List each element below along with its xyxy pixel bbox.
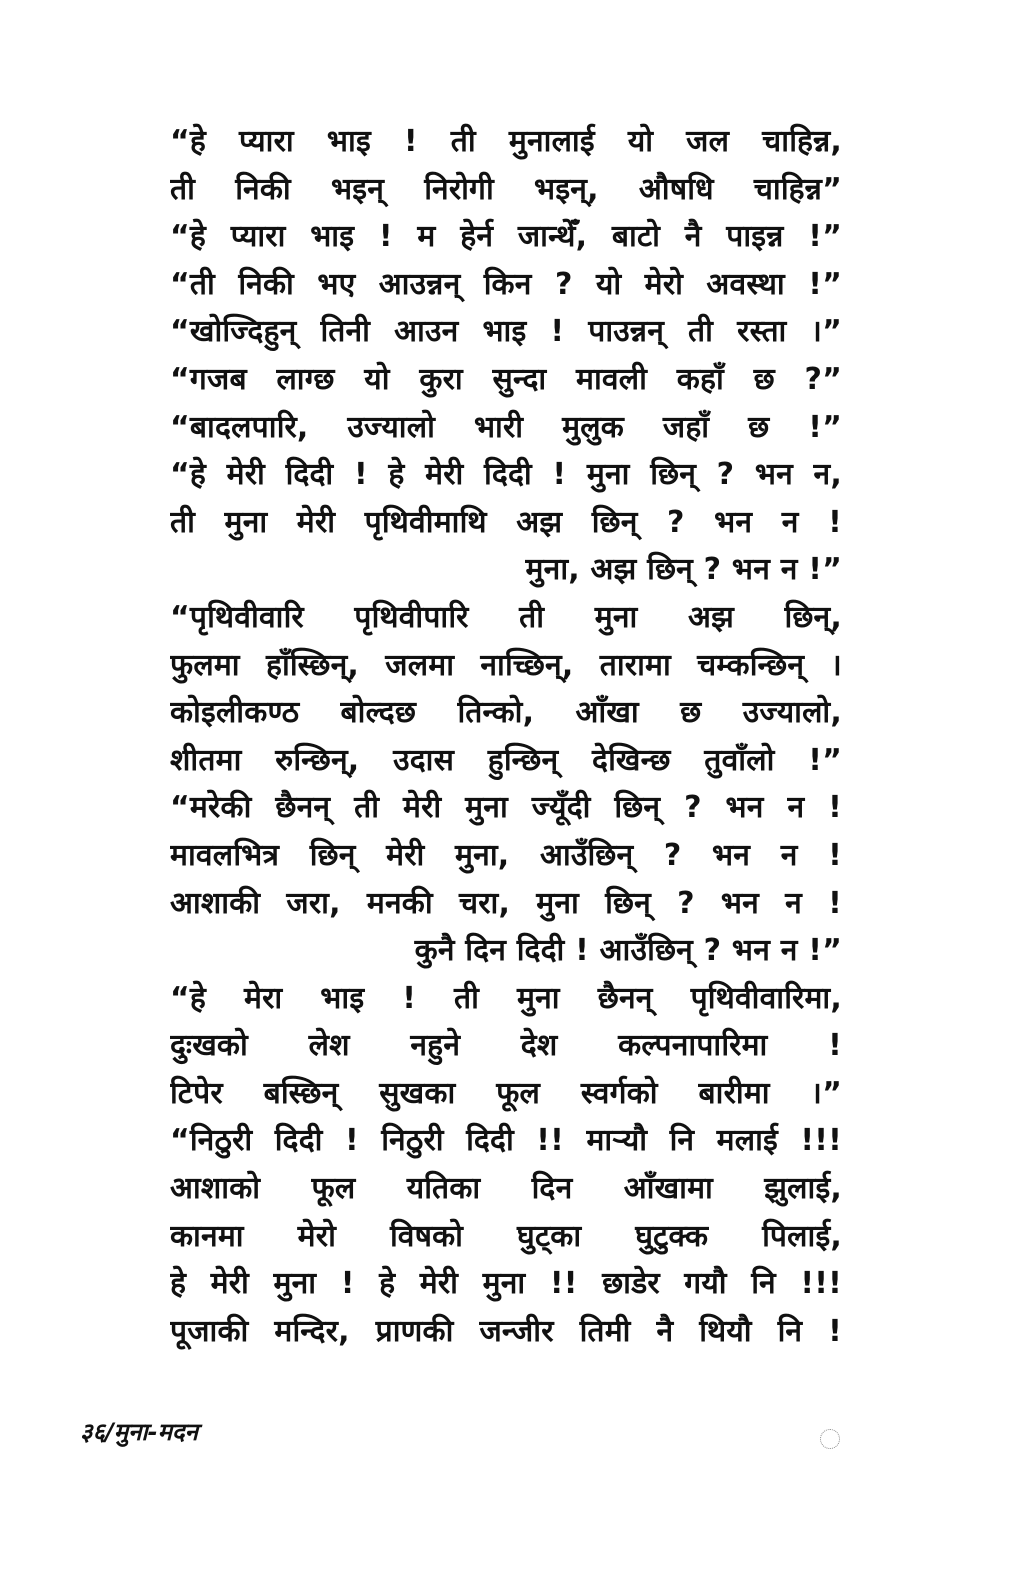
poem-body xyxy=(170,118,842,1355)
page-number-title: ३६/मुना-मदन xyxy=(80,1418,198,1446)
poem-line: “हे प्यारा भाइ ! ती मुनालाई यो जल चाहिन्न, xyxy=(170,124,842,159)
poem-line: “मरेकी छैनन् ती मेरी मुना ज्यूँदी छिन् ? भन न ! xyxy=(170,790,842,826)
poem-line: “हे प्यारा भाइ ! म हेर्न जान्थेँ, बाटो नै पाइन्न !” xyxy=(170,219,842,255)
poem-line: “हे मेरी दिदी ! हे मेरी दिदी ! मुना छिन् ? भन न, xyxy=(170,457,842,493)
poem-line: कुनै दिन दिदी ! आउँछिन् ? भन न !” xyxy=(414,933,842,969)
poem-line: मुना, अझ छिन् ? भन न !” xyxy=(525,552,842,588)
poem-line: फुलमा हाँस्छिन्, जलमा नाच्छिन्, तारामा चम्कन्छिन् । xyxy=(170,647,842,683)
poem-line: हे मेरी मुना ! हे मेरी मुना !! छाडेर गयौ नि !!! xyxy=(170,1266,842,1302)
poem-line: “निठुरी दिदी ! निठुरी दिदी !! मार्‍यौ नि मलाई !!! xyxy=(170,1123,842,1159)
poem-line: पूजाकी मन्दिर, प्राणकी जन्जीर तिमी नै थियौ नि ! xyxy=(170,1313,842,1349)
poem-line: कोइलीकण्ठ बोल्दछ तिन्को, आँखा छ उज्यालो, xyxy=(170,695,842,731)
poem-line: “पृथिवीवारि पृथिवीपारि ती मुना अझ छिन्, xyxy=(170,599,842,635)
poem-line: “बादलपारि, उज्यालो भारी मुलुक जहाँ छ !” xyxy=(170,409,842,445)
poem-line: दुःखको लेश नहुने देश कल्पनापारिमा ! xyxy=(170,1028,842,1064)
poem-line: ती मुना मेरी पृथिवीमाथि अझ छिन् ? भन न ! xyxy=(170,504,842,540)
poem-line: ती निकी भइन् निरोगी भइन्, औषधि चाहिन्न” xyxy=(170,171,842,207)
poem-line: “खोज्दिहुन् तिनी आउन भाइ ! पाउन्नन् ती रस्ता ।” xyxy=(170,314,842,350)
poem-line: आशाकी जरा, मनकी चरा, मुना छिन् ? भन न ! xyxy=(170,885,842,921)
footer-watermark xyxy=(620,1428,840,1450)
poem-line: मावलभित्र छिन् मेरी मुना, आउँछिन् ? भन न ! xyxy=(170,837,842,873)
poem-line: “हे मेरा भाइ ! ती मुना छैनन् पृथिवीवारिमा, xyxy=(170,980,842,1016)
poem-line: आशाको फूल यतिका दिन आँखामा झुलाई, xyxy=(170,1171,842,1207)
poem-line: “ती निकी भए आउन्नन् किन ? यो मेरो अवस्था !” xyxy=(170,266,842,302)
poem-line: टिपेर बस्छिन् सुखका फूल स्वर्गको बारीमा ।” xyxy=(170,1075,842,1111)
poem-line: शीतमा रुन्छिन्, उदास हुन्छिन् देखिन्छ तुवाँलो !” xyxy=(170,742,842,778)
poem-line: कानमा मेरो विषको घुट्का घुटुक्क पिलाई, xyxy=(170,1218,842,1254)
library-seal-icon xyxy=(820,1429,840,1449)
poem-line: “गजब लाग्छ यो कुरा सुन्दा मावली कहाँ छ ?” xyxy=(170,361,842,397)
